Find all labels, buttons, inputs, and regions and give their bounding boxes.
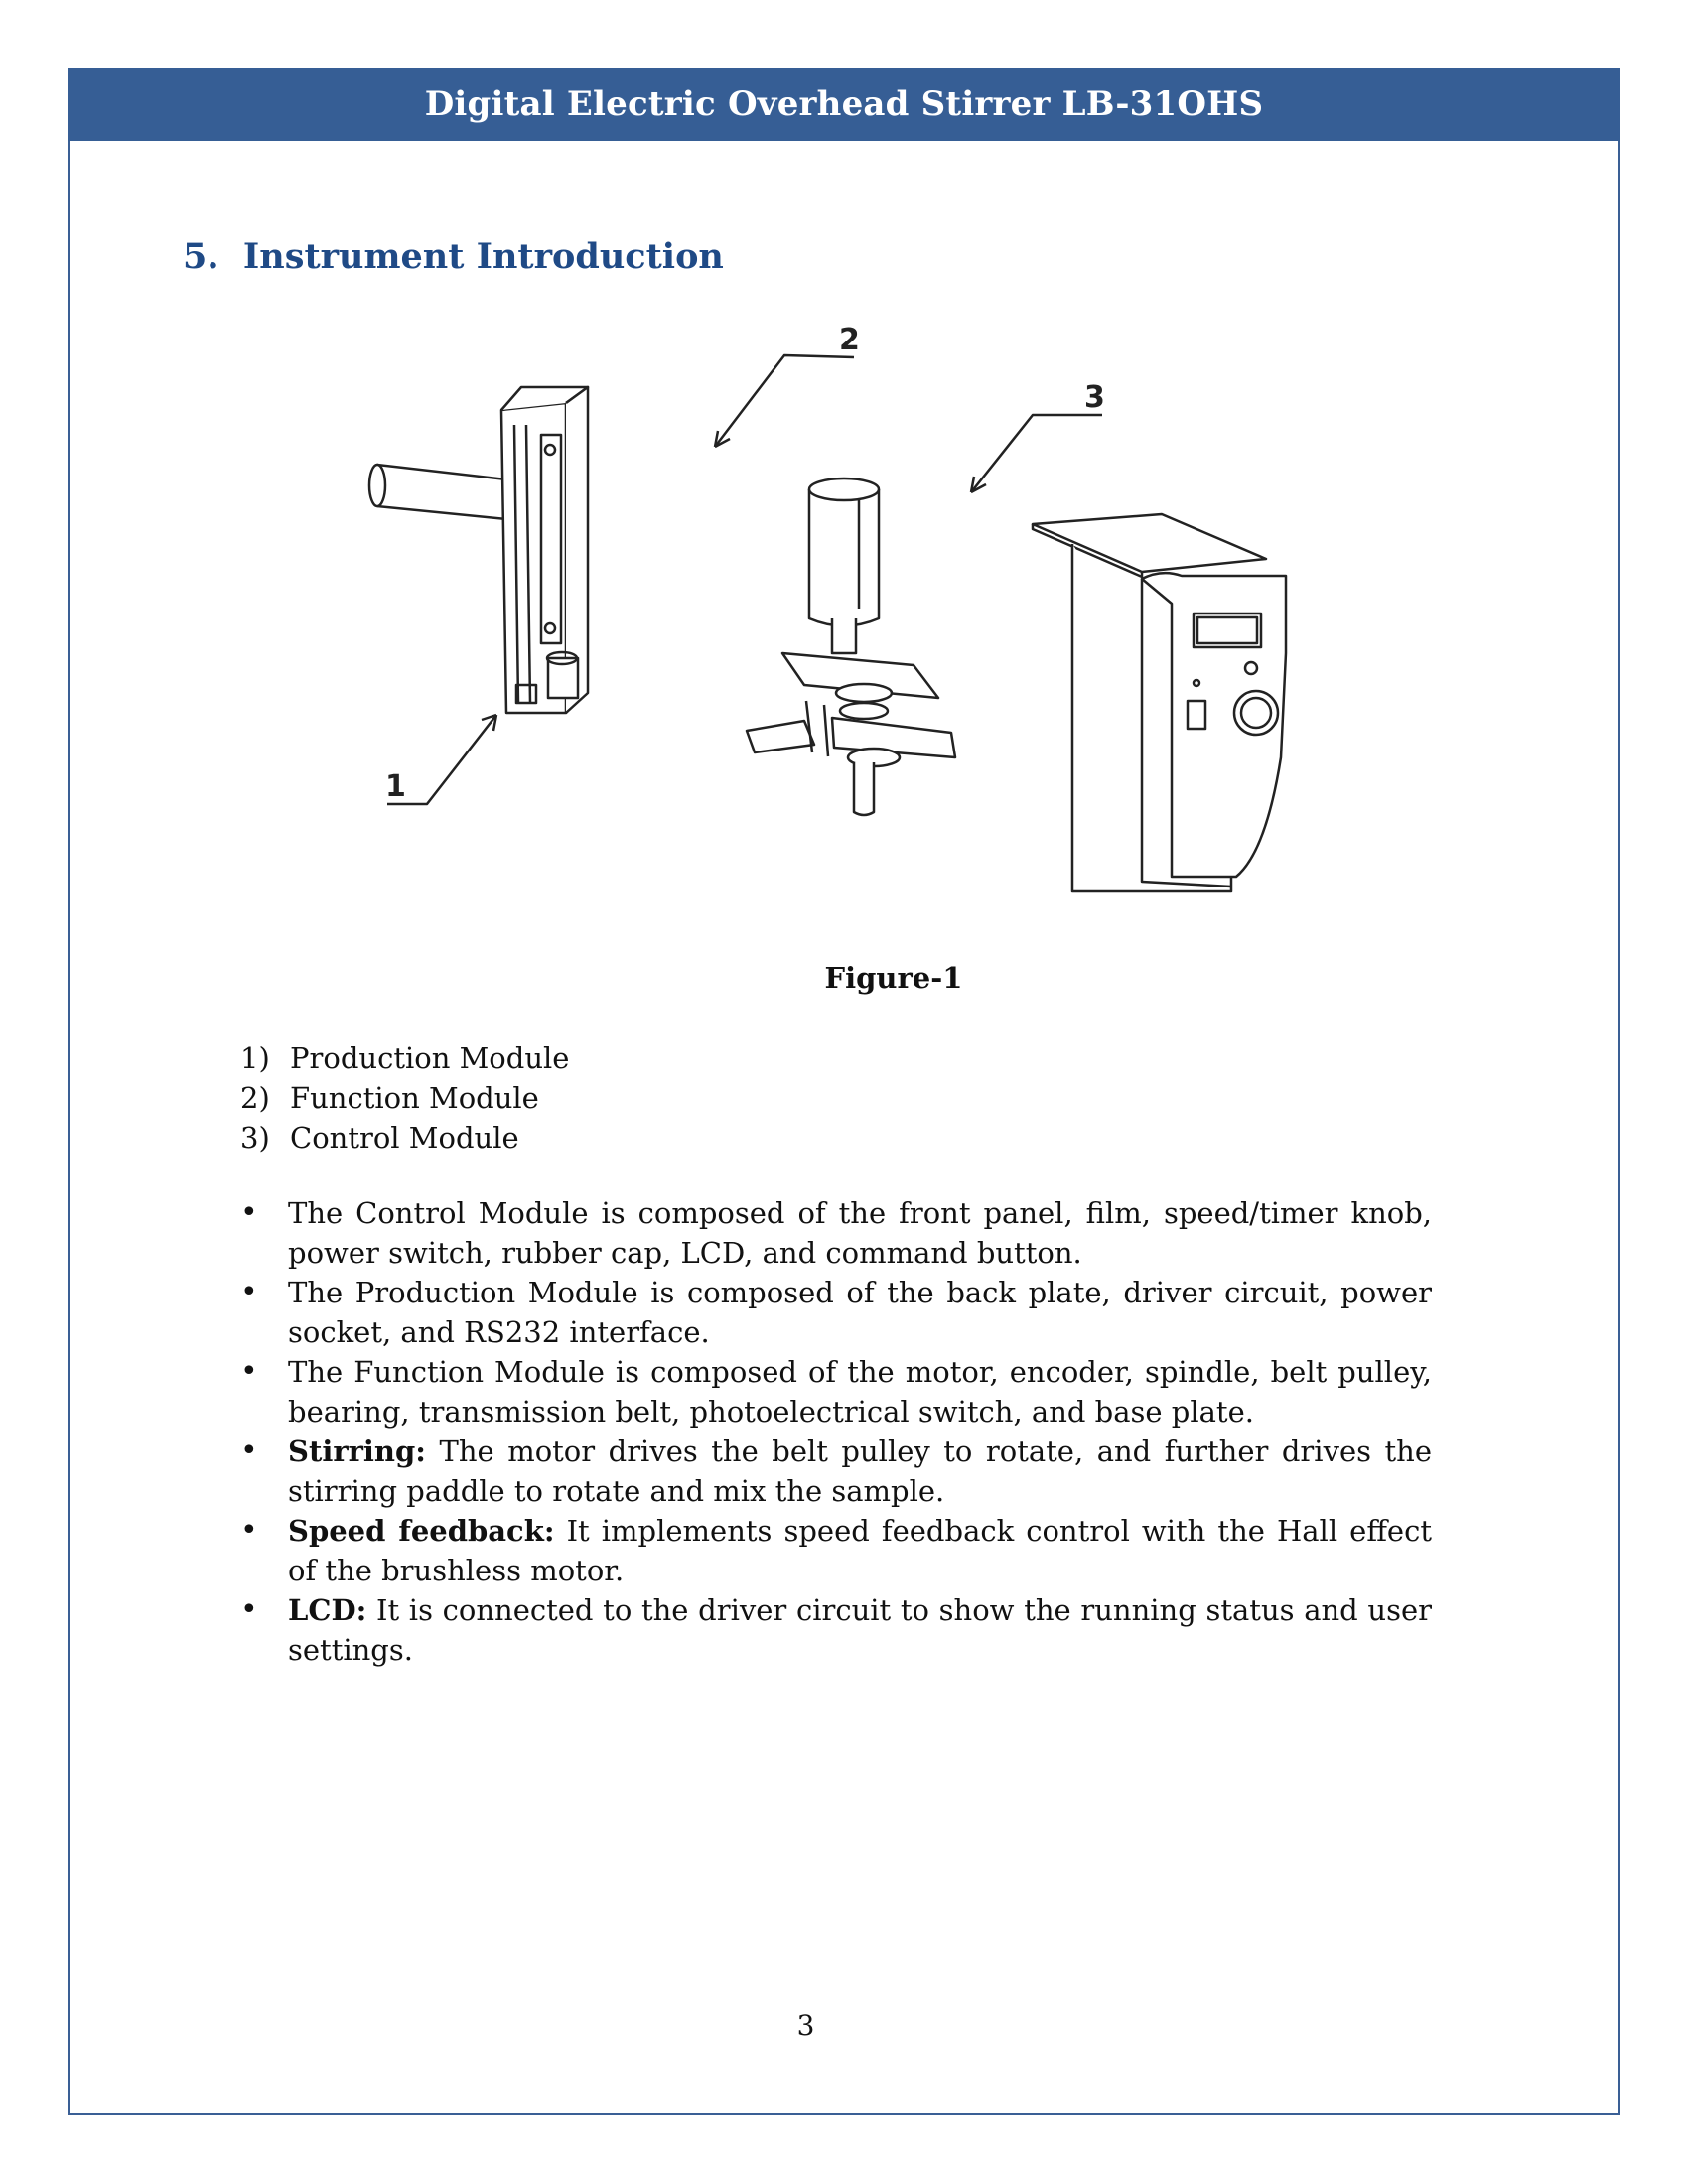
production-module-drawing (369, 387, 588, 713)
callout-3: 3 (1084, 380, 1105, 415)
list-item-number: 2) (240, 1081, 270, 1115)
bullet-item (240, 1590, 1432, 1670)
function-module-drawing (747, 478, 955, 815)
bullet-item (240, 1193, 1432, 1273)
section-number: 5. (183, 236, 219, 277)
list-item-label: Production Module (290, 1041, 570, 1075)
header-bar (68, 68, 1620, 141)
bullet-item (240, 1273, 1432, 1352)
bullet-term: LCD: (288, 1593, 367, 1627)
list-item-label: Control Module (290, 1121, 519, 1155)
document-title: Digital Electric Overhead Stirrer LB-31OHS (424, 84, 1264, 124)
page-number: 3 (796, 2009, 815, 2042)
callout-1: 1 (385, 769, 406, 804)
bullet-item (240, 1511, 1432, 1590)
figure-caption: Figure-1 (824, 961, 963, 995)
bullet-text: The motor drives the belt pulley to rotate, and further drives the stirring paddle to rotate and mix the sample. (288, 1434, 1432, 1508)
instrument-figure (338, 316, 1331, 911)
description-bullets (240, 1193, 1432, 1670)
bullet-text: The Control Module is composed of the front panel, film, speed/timer knob, power switch, rubber cap, LCD, and command button. (288, 1196, 1432, 1270)
module-list (240, 1038, 569, 1158)
list-item (240, 1038, 569, 1078)
callout-leaders (387, 355, 1102, 804)
bullet-item (240, 1352, 1432, 1432)
bullet-text: The Production Module is composed of the back plate, driver circuit, power socket, and RS232 interface. (288, 1276, 1432, 1349)
section-heading (183, 236, 724, 277)
list-item-label: Function Module (290, 1081, 539, 1115)
control-module-drawing (1033, 514, 1286, 891)
bullet-term: Stirring: (288, 1434, 426, 1468)
section-title: Instrument Introduction (242, 236, 724, 277)
list-item (240, 1118, 569, 1158)
list-item (240, 1078, 569, 1118)
list-item-number: 3) (240, 1121, 270, 1155)
bullet-text: The Function Module is composed of the motor, encoder, spindle, belt pulley, bearing, transmission belt, photoelectrical switch, and base plate. (288, 1355, 1432, 1429)
bullet-item (240, 1432, 1432, 1511)
callout-2: 2 (839, 323, 860, 357)
bullet-term: Speed feedback: (288, 1514, 555, 1548)
list-item-number: 1) (240, 1041, 270, 1075)
bullet-text: It implements speed feedback control with the Hall effect of the brushless motor. (288, 1514, 1432, 1587)
bullet-text: It is connected to the driver circuit to show the running status and user settings. (288, 1593, 1432, 1667)
